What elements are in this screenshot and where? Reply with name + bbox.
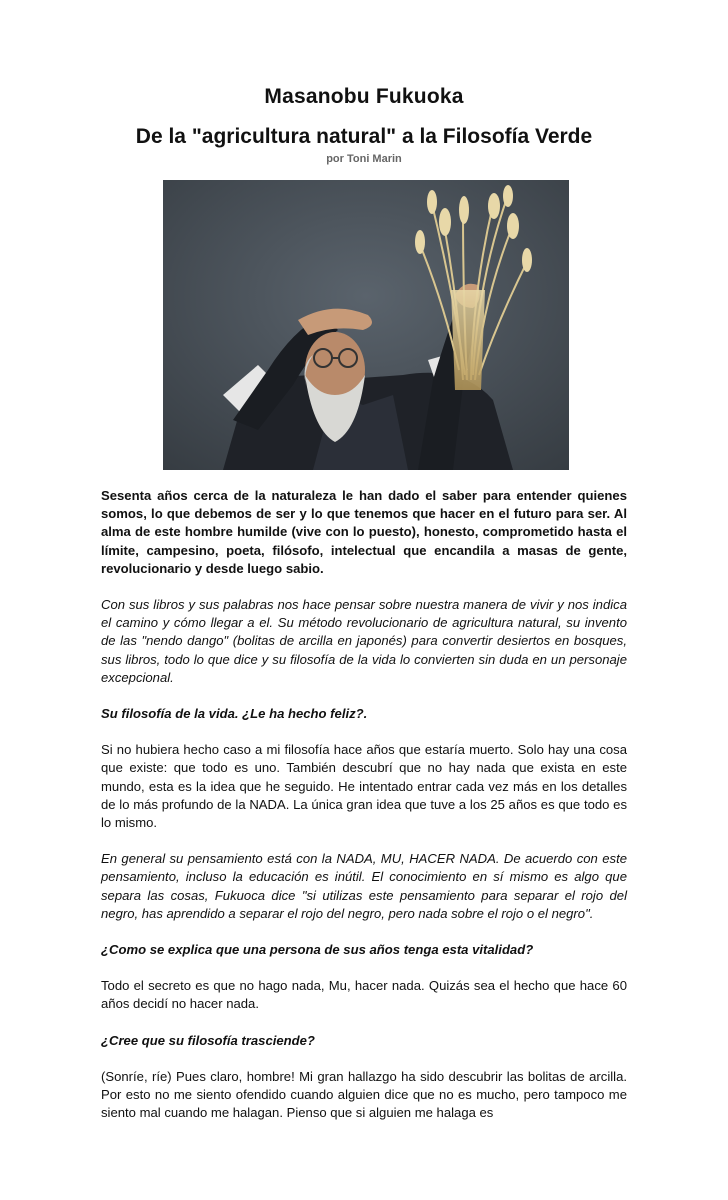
question-3: ¿Cree que su filosofía trasciende? (101, 1032, 315, 1048)
answer-1: Si no hubiera hecho caso a mi filosofía hace años que estaría muerto. Solo hay una cosa que existe: que todo es uno. También descubrí que no hay nada que exista en este mundo, esta es la idea que he seguido. He intentado entrar cada vez más en los detalles de lo más profundo de la NADA. La única gran idea que tuve a los 25 años es que todo es lo mismo. (101, 742, 627, 831)
question-1: Su filosofía de la vida. ¿Le ha hecho feliz?. (101, 706, 368, 722)
portrait-photo (163, 180, 569, 470)
page-subtitle: De la "agricultura natural" a la Filosofía Verde (135, 125, 593, 148)
page-title: Masanobu Fukuoka (264, 85, 464, 108)
note-paragraph: En general su pensamiento está con la NADA, MU, HACER NADA. De acuerdo con este pensamiento, incluso la educación es inútil. El conocimiento en sí mismo es algo que separa las cosas, Fukuoca dice "si utilizas este pensamiento para separar el rojo del negro, has aprendido a separar el rojo del negro, pero nada sobre el rojo o el negro". (101, 851, 627, 921)
author-byline: por Toni Marin (326, 153, 402, 165)
answer-3: (Sonríe, ríe) Pues claro, hombre! Mi gran hallazgo ha sido descubrir las bolitas de arcilla. Por esto no me siento ofendido cuando alguien dice que no es mucho, pero tampoco me siento mal cuando me halagan. Pienso que si alguien me halaga es (101, 1068, 627, 1121)
lead-paragraph: Con sus libros y sus palabras nos hace pensar sobre nuestra manera de vivir y nos indica el camino y cómo llegar a el. Su método revolucionario de agricultura natural, su invento de las "nendo dango" (bolitas de arcilla en japonés) para convertir desiertos en bosques, sus libros, todo lo que dice y su filosofía de la vida lo convierten sin duda en un personaje excepcional. (101, 597, 627, 685)
portrait-illustration (163, 180, 569, 470)
question-2: ¿Como se explica que una persona de sus años tenga esta vitalidad? (101, 942, 534, 958)
intro-paragraph: Sesenta años cerca de la naturaleza le han dado el saber para entender quienes somos, lo que debemos de ser y lo que tenemos que hacer en el futuro para ser. Al alma de este hombre humilde (vive con lo puesto), honesto, comprometido hasta el límite, campesino, poeta, filósofo, intelectual que encandila a masas de gente, revolucionario y desde luego sabio. (101, 488, 627, 576)
answer-2: Todo el secreto es que no hago nada, Mu, hacer nada. Quizás sea el hecho que hace 60 años decidí no hacer nada. (101, 978, 627, 1012)
article-body (101, 487, 627, 1140)
